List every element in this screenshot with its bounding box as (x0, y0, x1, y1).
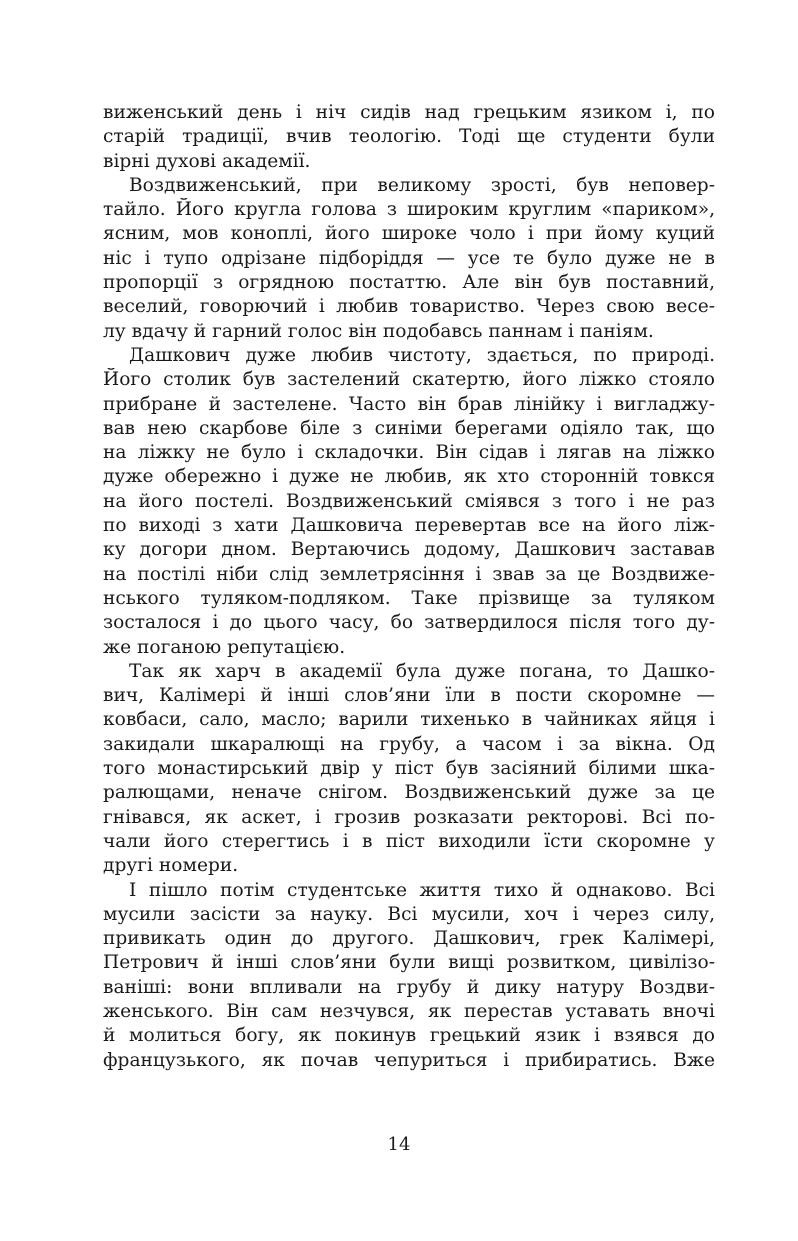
text-line: дуже обережно і дуже не любив, як хто сторонній товкся (103, 466, 715, 488)
text-line: прибране й застелене. Часто він брав лінійку і вигладжу- (103, 393, 715, 415)
text-line: привикать один до другого. Дашкович, грек Калімері, (103, 928, 715, 950)
text-line: по виході з хати Дашковича перевертав все на його ліж- (103, 515, 715, 537)
text-line: вич, Калімері й інші слов’яни їли в пости скоромне — (103, 685, 715, 707)
text-line: чали його стерегтись і в піст виходили їсти скоромне у (103, 830, 715, 852)
text-line: мусили засісти за науку. Всі мусили, хоч і через силу, (103, 903, 715, 925)
text-line: й молиться богу, як покинув грецький язик і взявся до (103, 1025, 715, 1047)
text-line: ваніші: вони впливали на грубу й дику натуру Воздви- (103, 976, 715, 998)
text-line: Так як харч в академії була дуже погана, то Дашко- (129, 660, 715, 682)
text-line: на його постелі. Воздвиженський сміявся з того і не раз (103, 490, 715, 512)
text-line: Дашкович дуже любив чистоту, здається, по природі. (129, 344, 715, 366)
text-line: женського. Він сам незчувся, як перестав уставать вночі (103, 1000, 715, 1022)
text-line: пропорції з огрядною постаттю. Але він був поставний, (103, 272, 715, 294)
text-line: французького, як почав чепуриться і прибиратись. Вже (103, 1049, 715, 1071)
text-line: І пішло потім студентське життя тихо й однаково. Всі (129, 879, 715, 901)
text-line: ясним, мов коноплі, його широке чоло і при йому куций (103, 223, 715, 245)
text-line: вірні духові академії. (103, 150, 311, 172)
text-line: ніс і тупо одрізане підборіддя — усе те було дуже не в (103, 247, 715, 269)
text-line: виженський день і ніч сидів над грецьким язиком і, по (103, 102, 715, 123)
text-line: гнівався, як аскет, і грозив розказати ректорові. Всі по- (103, 806, 715, 828)
body-text (103, 101, 715, 1073)
text-line: ку догори дном. Вертаючись додому, Дашкович заставав (103, 539, 715, 561)
text-line: ковбаси, сало, масло; варили тихенько в чайниках яйця і (103, 709, 715, 731)
text-line: веселий, говорючий і любив товариство. Через свою весе- (103, 296, 715, 318)
text-line: Його столик був застелений скатертю, його ліжко стояло (103, 369, 715, 391)
text-line: другі номери. (103, 855, 239, 877)
text-line: Петрович й інші слов’яни були вищі розвитком, цивілізо- (103, 952, 715, 974)
text-line: старій традиції, вчив теологію. Тоді ще студенти були (103, 126, 715, 148)
text-line: Воздвиженський, при великому зрості, був неповер- (129, 174, 715, 196)
text-line: тайло. Його кругла голова з широким круглим «париком», (103, 199, 715, 221)
text-line: на постілі ніби слід землетрясіння і звав за це Воздвиже- (103, 563, 715, 585)
text-line: лу вдачу й гарний голос він подобавсь паннам і паніям. (103, 320, 654, 342)
text-line: закидали шкаралющі на грубу, а часом і за вікна. Од (103, 733, 715, 755)
text-line: на ліжку не було і складочки. Він сідав і лягав на ліжко (103, 442, 715, 464)
page-number: 14 (387, 1134, 411, 1155)
text-line: нського туляком-подляком. Таке прізвище за туляком (103, 587, 715, 609)
text-line: того монастирський двір у піст був засіяний білими шка- (103, 758, 715, 780)
text-line: вав нею скарбове біле з синіми берегами одіяло так, що (103, 417, 715, 439)
text-line: же поганою репутацією. (103, 636, 346, 658)
text-line: ралющами, неначе снігом. Воздвиженський дуже за це (103, 782, 715, 804)
text-line: зосталося і до цього часу, бо затвердилося після того ду- (103, 612, 715, 634)
